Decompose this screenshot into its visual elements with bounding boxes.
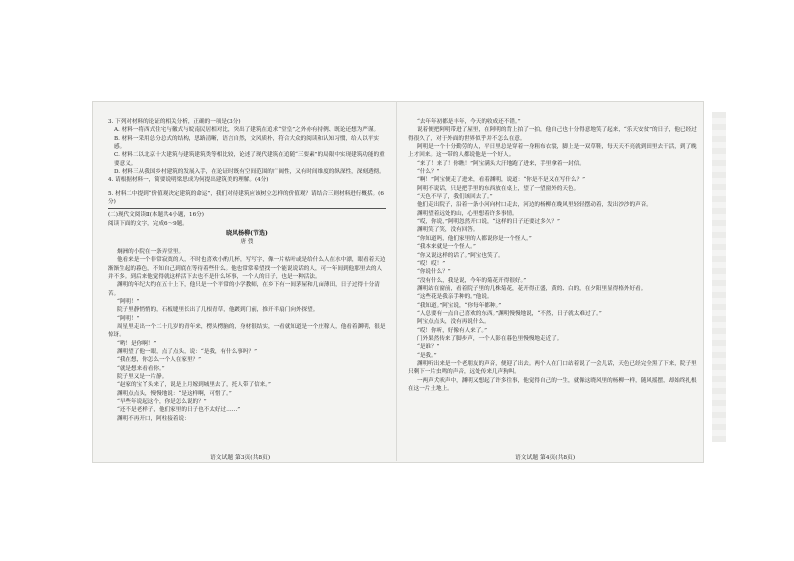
right-paragraph: “哎！你听，好像有人来了。” — [416, 327, 487, 334]
right-paragraph: “你又说这样的话了。”阿宝也笑了。 — [416, 252, 504, 259]
left-paragraph: “我在想，你怎么一个人在家里？” — [116, 357, 201, 364]
right-paragraph: “啊！”阿宝便走了进来，看着渊明，说道：“你是不是又在写什么？” — [416, 177, 586, 184]
left-paragraph: “阿明！” — [116, 298, 140, 305]
question-4: 4. 请根据材料一，简要说明梁思成为何提出建筑美的理解。(4分) — [108, 177, 269, 184]
story-title: 晓风杨柳(节选) — [226, 230, 268, 238]
right-paragraph: “什么？” — [416, 169, 440, 176]
question-3-option-d: D. 材料三从我国乡村建筑的发展入手，在论证时既有空间范围的广阔性，又有时间维度的纵深性，深刻透彻。 — [114, 169, 385, 176]
right-paragraph: “哎！哎！” — [416, 260, 446, 267]
left-paragraph: “哟！是你啊！” — [116, 340, 157, 347]
left-paragraph: 周星里走出一个二十几岁的青年来，楞头楞脑的，身材很结实，一看就知道是一个庄稼人，他看着渊明，很是惊讶。 — [108, 323, 386, 339]
section-instruction: 阅读下面的文字，完成6～9题。 — [108, 220, 188, 227]
right-paragraph: “是谁？” — [416, 344, 440, 351]
right-paragraph: 阿宝点点头，没有再说什么。 — [416, 319, 490, 326]
question-3-option-c: C. 材料二以北京十大建筑与建筑建筑类等相比较，论述了现代建筑在追随“三要素”的局限中实现建筑功能的重要意义。 — [114, 152, 385, 167]
right-paragraph: 他们走出院子，沿着一条小河向村口走去，河边的杨柳在晚风里轻轻摆动着，发出沙沙的声音。 — [416, 202, 652, 209]
right-paragraph: “是我。” — [416, 352, 437, 359]
right-page-footer: 语文试题 第4页(共8页) — [515, 455, 576, 461]
left-paragraph: 院子里又是一片静。 — [116, 373, 168, 380]
page-fold-line — [396, 101, 397, 461]
section-divider — [108, 208, 386, 209]
right-paragraph: “人总要有一点自己喜欢的东西。”渊明慢慢地说，“不然，日子就太难过了。” — [416, 310, 602, 317]
right-paragraph: 渊明望着远处的山，心里想着许多事情。 — [416, 210, 518, 217]
question-3-option-a: A. 材料一将西式住宅与徽式与皖南民居相对比，突出了建筑在追求“堂皇”之外亦有持例、既论还想为严谨。 — [114, 127, 380, 134]
right-paragraph: 门外果然传来了脚步声，一个人影在暮色里慢慢地走近了。 — [416, 335, 563, 342]
right-paragraph: “你说什么？” — [416, 269, 451, 276]
left-paragraph: “早些年说起这个，你是怎么说的？” — [116, 399, 207, 405]
page-edge-shadow — [712, 112, 726, 442]
section-heading: (二)现代文阅读Ⅱ(本题共4小题，16分) — [108, 212, 204, 219]
question-3-option-b: B. 材料一采用总分总式的结构，思路清晰，语言自然，文风质朴，符合大众的阅读和认知习惯，给人以平实感。 — [114, 135, 379, 151]
left-paragraph: “赵家的宝丫头来了，说是上月嫁到城里去了，托人带了信来。” — [116, 382, 271, 389]
left-page-footer: 语文试题 第3页(共8页) — [210, 455, 271, 461]
right-paragraph: “我知道。”阿宝说，“你每年都种。” — [416, 302, 502, 309]
right-paragraph: “哎，你说，”阿明忽然开口说，“这样的日子还要过多久？” — [416, 219, 560, 226]
story-text-left — [108, 248, 386, 423]
right-page-column — [408, 118, 698, 448]
right-paragraph: “你知道吗，他们家里的人都说你是一个怪人。” — [416, 235, 532, 242]
right-paragraph: 说着便把阿明带进了屋里，在阿明的背上拍了一拍，他自己也十分得意地笑了起来，“乐天安贫”的日子，他已经过得很久了，对于外面的世界似乎并不怎么在意。 — [408, 127, 697, 142]
story-author: 唐 弢 — [240, 239, 254, 246]
right-paragraph: 一两声犬吠声中，渊明又想起了许多往事，他觉得自己的一生，就像这晓风里的杨柳一样，随风摇摆，却始终扎根在这一片土地上。 — [408, 377, 697, 392]
right-paragraph: “去年年初都是丰年，今天的收成还不错。” — [416, 119, 521, 125]
left-paragraph: “就是想来看看你。” — [116, 365, 165, 372]
right-paragraph: “这些花是我亲手种的。”他说。 — [416, 294, 493, 301]
left-paragraph: 渊明点点头，慢慢地说：“是这样啊，可惜了。” — [116, 390, 232, 397]
story-text-right — [408, 118, 698, 393]
question-5: 5. 材料二中提到“价值观决定建筑的命运”，我们对待建筑应该树立怎样的价值观？请结合三则材料进行概括。(6分) — [108, 190, 384, 206]
left-paragraph: “还不是老样子，他们家里的日子也不太好过……” — [116, 407, 241, 414]
right-paragraph: “天色不早了，我们该回去了。” — [416, 194, 493, 201]
left-paragraph: 院子里静悄悄的，石板缝里长出了几根青草，他踱到门前，推开半扇门向外探望。 — [116, 307, 319, 314]
left-paragraph: 渊明的年纪大约在五十上下，他只是一个平常的小学教师，在乡下有一间茅屋和几亩薄田，日子过得十分清苦。 — [108, 282, 380, 297]
left-paragraph: “阿明！” — [116, 315, 140, 322]
right-paragraph: 渊明听出来是一个老朋友的声音，便迎了出去。两个人在门口站着说了一会儿话，天色已经完全黑了下来，院子里只剩下一片虫鸣的声音，远处传来几声狗叫。 — [408, 360, 697, 376]
right-paragraph: “来了！来了！你瞧！”阿宝满头大汗地跑了进来，手里拿着一封信。 — [416, 160, 585, 167]
right-paragraph: “没有什么，我是说，今年的菊花开得很好。” — [416, 277, 527, 284]
right-paragraph: 阿明不说话，只是把手里的东西放在桌上，望了一望窗外的天色。 — [416, 185, 580, 192]
left-paragraph: 他看来是一个非常寂寞的人，不时也喜欢小酌几杯，写写字，像一片枯叶或是给什么人在水中漂，眼看着天边渐渐生起的暮色，不知自己到底在等待着些什么。他也常常希望找一个能说说话的人，可一年间到他那里去的人并不多。到后来他觉得就这样活下去也不是什么坏事，一个人的日子，也是一种活法。 — [108, 257, 386, 280]
right-paragraph: 渊明站在窗前，看着院子里的几株菊花，花开得正盛，黄的、白的，在夕阳里显得格外好看。 — [416, 285, 647, 292]
question-3-stem: 3. 下列对材料的论证的相关分析，正确的一项是(3分) — [108, 119, 241, 125]
left-page-column — [108, 118, 386, 448]
right-paragraph: “我本来就是一个怪人。” — [416, 244, 476, 251]
left-paragraph: 炯洲的小院在一条弄堂里。 — [116, 248, 185, 255]
left-paragraph: 渊明不再开口，阿柱接着说： — [116, 415, 190, 422]
right-paragraph: 渊明笑了笑，没有回答。 — [416, 227, 479, 234]
right-paragraph: 阿明是一个十分勤劳的人，平日里总是穿着一身粗布衣裳，脚上是一双草鞋，每天天不亮就到田里去干活，到了晚上才回来。这一带的人都说他是一个好人。 — [408, 144, 697, 159]
left-paragraph: 渊明望了他一眼，点了点头，说：“是我，有什么事吗？” — [116, 348, 257, 355]
